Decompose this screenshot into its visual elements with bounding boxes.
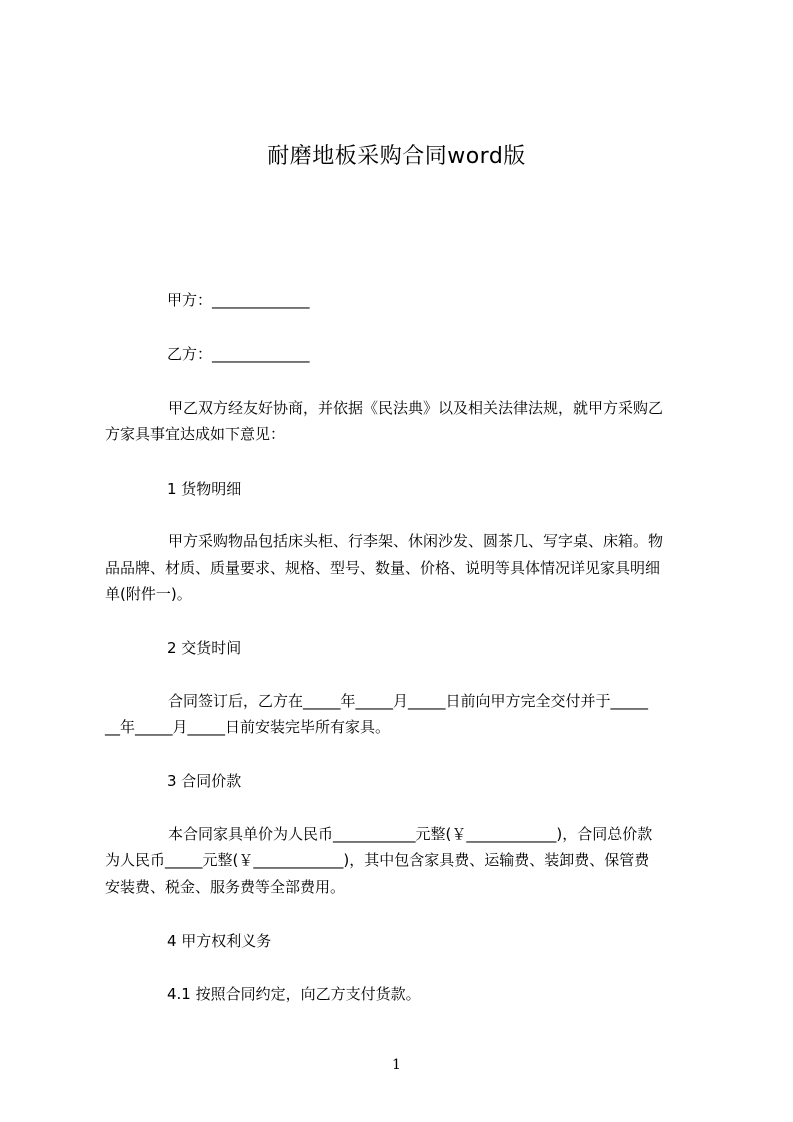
intro-paragraph-line: 方家具事宜达成如下意见： bbox=[105, 425, 286, 443]
paragraph-line: 品品牌、材质、质量要求、规格、型号、数量、价格、说明等具体情况详见家具明细 bbox=[105, 559, 661, 577]
party-a-line: 甲方：_____________ bbox=[167, 291, 310, 309]
paragraph-line: 单(附件一)。 bbox=[105, 585, 192, 603]
intro-paragraph-line: 甲乙双方经友好协商，并依据《民法典》以及相关法律法规，就甲方采购乙 bbox=[168, 399, 664, 417]
document-title: 耐磨地板采购合同word版 bbox=[267, 144, 526, 169]
section-heading: 4 甲方权利义务 bbox=[167, 932, 272, 950]
paragraph-line: 合同签订后，乙方在_____年_____月_____日前向甲方完全交付并于_____ bbox=[168, 692, 649, 710]
page-number: 1 bbox=[392, 1057, 401, 1073]
paragraph-line: 本合同家具单价为人民币___________元整(￥____________)，合同总价款 bbox=[168, 825, 653, 843]
party-b-line: 乙方：_____________ bbox=[167, 345, 310, 363]
paragraph-line: 为人民币_____元整(￥____________)，其中包含家具费、运输费、装卸费、保管费 bbox=[105, 851, 650, 869]
section-heading: 3 合同价款 bbox=[167, 772, 242, 790]
paragraph-line: 安装费、税金、服务费等全部费用。 bbox=[105, 878, 346, 896]
section-heading: 2 交货时间 bbox=[167, 639, 242, 657]
clause-4-1: 4.1 按照合同约定，向乙方支付货款。 bbox=[167, 985, 421, 1003]
paragraph-line: __年_____月_____日前安装完毕所有家具。 bbox=[105, 718, 391, 736]
paragraph-line: 甲方采购物品包括床头柜、行李架、休闲沙发、圆茶几、写字桌、床箱。物 bbox=[168, 532, 664, 550]
section-heading: 1 货物明细 bbox=[167, 480, 242, 498]
